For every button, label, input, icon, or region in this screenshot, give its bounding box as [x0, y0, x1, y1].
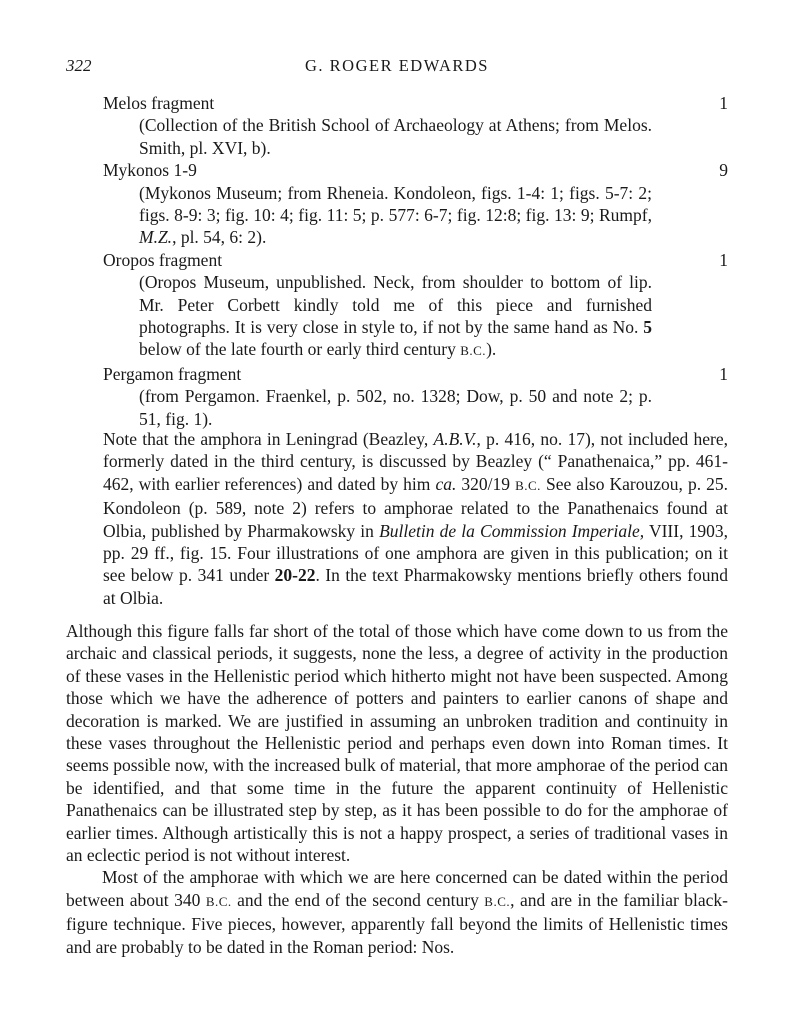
entry-title: Mykonos 1-9	[103, 160, 197, 181]
findspot-list	[103, 92, 728, 430]
list-item	[103, 249, 728, 363]
note-smallcaps: B.C.	[515, 477, 541, 493]
detail-smallcaps: B.C.	[460, 343, 487, 359]
paragraph-smallcaps: B.C.	[484, 893, 511, 909]
entry-count: 1	[719, 363, 728, 384]
note-text: Note that the amphora in Leningrad (Beazley,	[103, 429, 434, 449]
note-text: 320/19	[456, 473, 516, 494]
note-italic: Bulletin de la Commission Imperiale,	[379, 520, 645, 541]
note-text: VIII, 1903, pp. 29 ff., fig. 15. Four illustrations of one amphora are given in this publication; on it see below p. 341 under	[103, 520, 728, 586]
paragraph-text: and the end of the second century	[231, 889, 485, 910]
list-item	[103, 159, 728, 249]
note-italic: A.B.V.	[433, 429, 477, 449]
detail-text: , pl. 54, 6: 2).	[172, 227, 267, 248]
detail-text: below of the late fourth or early third century	[139, 339, 461, 360]
note-text: See also Karouzou, p. 25. Kondoleon (p. 589, note 2) refers to amphorae related to the Panathenaics found at Olbia, published by Pharmakowsky in	[103, 473, 728, 541]
body-text	[66, 620, 728, 958]
entry-count: 1	[719, 249, 728, 270]
running-title: G. ROGER EDWARDS	[305, 56, 489, 75]
entry-detail	[103, 271, 728, 363]
note-text: , p. 416, no. 17), not included here, formerly dated in the third century, is discussed by Beazley (“ Panathenaica,” pp. 461-462, with earlier references) and dated by him	[103, 429, 729, 494]
entry-detail: (Collection of the British School of Archaeology at Athens; from Melos. Smith, pl. XVI, b).	[139, 115, 652, 158]
detail-italic: M.Z.	[139, 227, 173, 248]
paragraph-text: Most of the amphorae with which we are here concerned can be dated within the period between about 340	[66, 867, 728, 910]
list-item	[103, 92, 728, 159]
paragraph: Although this figure falls far short of the total of those which have come down to us from the archaic and classical periods, it suggests, none the less, a degree of activity in the production of these vases in the Hellenistic period which hitherto might not have been suspected. Among those which we have the adherence of potters and painters to earlier canons of shape and decoration is marked. We are justified in assuming an unbroken tradition and continuity in these vases throughout the Hellenistic period and perhaps even down into Roman times. It seems possible now, with the increased bulk of material, that more amphorae of the period can be identified, and that some time in the future the apparent continuity of Hellenistic Panathenaics can be illustrated step by step, as it has been possible to do for the amphorae of earlier times. Although artistically this is not a happy prospect, a series of traditional vases in an eclectic period is not without interest.	[66, 621, 728, 866]
entry-detail: (from Pergamon. Fraenkel, p. 502, no. 1328; Dow, p. 50 and note 2; p. 51, fig. 1).	[139, 386, 652, 429]
paragraph-text: , and are in the familiar black-figure technique. Five pieces, however, apparently fall beyond the limits of Hellenistic times and are probably to be dated in the Roman period: Nos.	[66, 889, 728, 957]
entry-count: 9	[719, 160, 728, 181]
entry-title: Oropos fragment	[103, 249, 223, 270]
detail-text: ).	[486, 339, 497, 360]
entry-title: Melos fragment	[103, 93, 215, 113]
entry-count: 1	[719, 93, 728, 113]
paragraph	[66, 866, 728, 958]
detail-bold: 5	[643, 317, 652, 338]
entry-title: Pergamon fragment	[103, 363, 242, 384]
note-bold: 20-22	[274, 565, 316, 586]
page-header	[0, 56, 794, 80]
paragraph-smallcaps: B.C.	[205, 893, 232, 909]
detail-text: (Mykonos Museum; from Rheneia. Kondoleon, figs. 1-4: 1; figs. 5-7: 2; figs. 8-9: 3; fig. 10: 4; fig. 11: 5; p. 577: 6-7; fig. 12:8; fig. 13: 9; Rumpf,	[139, 182, 652, 225]
entry-detail	[103, 182, 728, 249]
list-item	[103, 363, 728, 430]
note-italic: ca.	[435, 473, 457, 494]
detail-text: (Oropos Museum, unpublished. Neck, from shoulder to bottom of lip. Mr. Peter Corbett kindly told me of this piece and furnished photographs. It is very close in style to, if not by the same hand as No.	[139, 272, 652, 338]
page-number: 322	[66, 56, 92, 75]
note-paragraph	[103, 428, 728, 609]
note-text: . In the text Pharmakowsky mentions briefly others found at Olbia.	[103, 565, 728, 608]
